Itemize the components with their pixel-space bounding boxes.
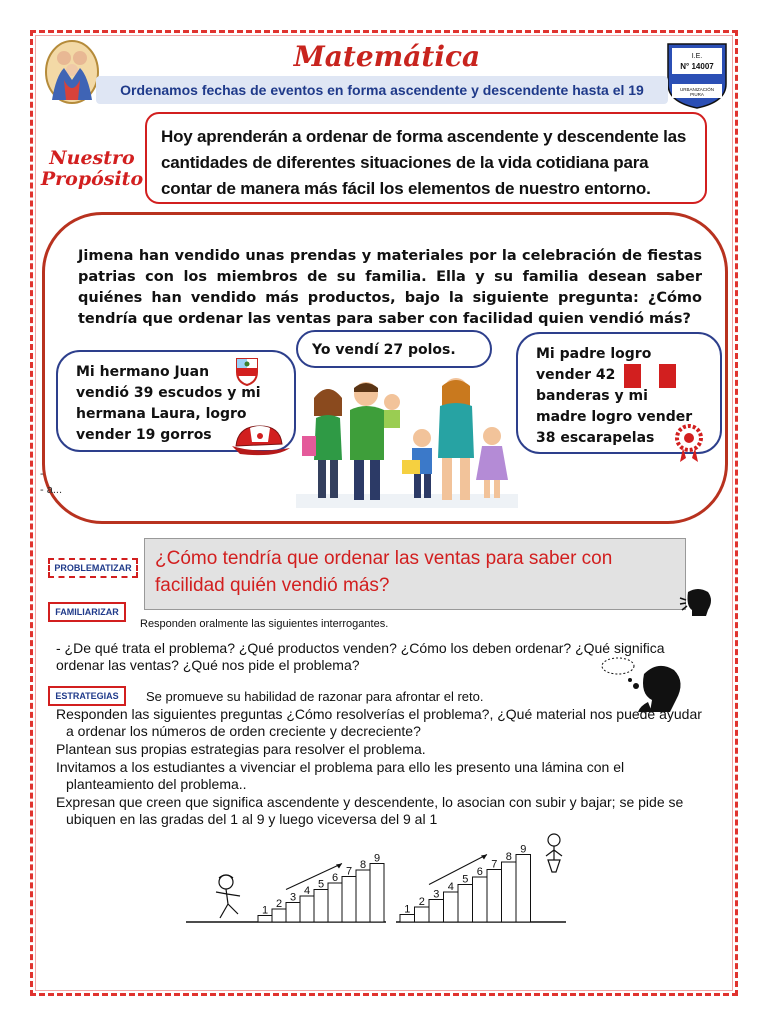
paragraph-line: planteamiento del problema.. [66,776,247,792]
bubble-line: vender 42 [536,367,616,383]
bubble-line: madre logro vender [536,409,693,425]
badge-text-number: N° 14007 [680,62,714,71]
stair-step [516,855,531,923]
stair-number: 1 [404,903,411,916]
stair-number: 8 [505,851,512,863]
bubble-line: 38 escarapelas [536,430,655,446]
school-badge-logo [664,40,730,110]
subtitle-text: Ordenamos fechas de eventos en forma ascendente y descendente hasta el 19 [120,82,644,98]
estrategias-tag: ESTRATEGIAS [48,686,126,706]
stair-number: 9 [520,843,527,856]
paragraph-line: Expresan que creen que significa ascendente y descendente, lo asocian con subir y bajar; se pide se [56,794,684,810]
bubble-line: Mi padre logro [536,346,652,362]
bubble-line: vendió 39 escudos y mi [76,385,261,401]
cap-icon [228,420,292,460]
stairs-ascending-illustration [186,848,386,928]
estrategias-note: Se promueve su habilidad de razonar para afrontar el reto. [146,689,484,704]
paragraph-line: Responden las siguientes preguntas ¿Cómo resolverías el problema?, ¿Qué material nos puede ayudar [56,706,702,722]
stairs-descending-illustration [396,828,566,928]
stair-step [473,877,488,922]
stair-step [502,862,517,922]
familiarizar-questions: - ¿De qué trata el problema? ¿Qué productos venden? ¿Cómo los deben ordenar? ¿Qué significa ordenar las ventas? ¿Qué nos pide el problema? [56,640,665,673]
family-illustration [296,376,518,516]
escarapela-icon [674,424,704,464]
proposito-text: Hoy aprenderán a ordenar de forma ascendente y descendente las cantidades de diferentes situaciones de la vida cotidiana para contar de manera más fácil los elementos de nuestro entorno. [161,127,687,198]
stair-step [328,883,342,922]
badge-text-ie: I.E. [691,53,703,60]
stair-step [487,870,502,923]
familiarizar-tag: FAMILIARIZAR [48,602,126,622]
stair-step [286,903,300,923]
problem-question: ¿Cómo tendría que ordenar las ventas para saber con facilidad quién vendió más? [155,548,613,596]
stair-step [370,864,384,923]
story-text: Jimena han vendido unas prendas y materiales por la celebración de fiestas patrias con los miembros de su familia. Ella y su familia desean saber quiénes han vendido más productos, bajo la siguiente pregunta: ¿Cómo tendría que ordenar las ventas para saber con facilidad quien vendió más? [78,248,702,327]
badge-text-urb: URBANIZACIÓN [679,87,715,92]
bubble-line: Yo vendí 27 polos. [312,342,456,358]
proposito-label-line1: Nuestro [49,147,135,169]
bubble-line: vender 19 gorros [76,427,212,443]
paragraph-line: Invitamos a los estudiantes a vivenciar el problema para ello les presento una lámina con el [56,759,625,775]
stair-number: 7 [491,858,498,871]
stair-number: 5 [462,873,469,886]
stair-step [314,890,328,923]
religious-figure-logo [44,36,100,104]
bubble-line: hermana Laura, logro [76,406,247,422]
stair-number: 3 [433,888,440,901]
stair-number: 4 [303,885,311,897]
proposito-box [145,112,707,204]
estrategias-paragraph-2 [56,741,716,758]
stair-step [300,896,314,922]
stair-number: 3 [289,891,297,904]
stair-number: 1 [261,904,269,917]
stair-step [400,915,415,923]
stair-number: 2 [418,896,425,908]
problematizar-tag: PROBLEMATIZAR [48,558,138,578]
page-title: Matemática [293,40,481,73]
estrategias-paragraph-1 [56,706,716,740]
estrategias-paragraph-3 [56,759,716,793]
stair-number: 7 [345,865,353,878]
stair-number: 6 [331,872,339,884]
bubble-line: Mi hermano Juan [76,364,210,380]
stair-step [429,900,444,923]
stair-number: 4 [447,881,454,893]
stair-step [458,885,473,923]
estrategias-paragraph-4 [56,794,716,828]
standing-kid-icon [546,834,562,872]
speaking-head-icon [678,586,714,616]
stair-number: 2 [275,898,283,910]
stair-number: 5 [317,878,325,891]
subtitle-bar [96,76,668,104]
speech-bubble-jimena [296,330,492,368]
side-mark: - [40,468,44,480]
stair-step [356,870,370,922]
peru-flag-icon [624,364,676,388]
stair-step [272,909,286,922]
paragraph-line: ubiquen en las gradas del 1 al 9 y luego viceversa del 9 al 1 [66,811,438,827]
side-marks [40,466,62,498]
stair-step [415,907,430,922]
paragraph-line: a ordenar los números de orden creciente y decreciente? [66,723,421,739]
badge-text-city: PIURA [690,92,704,97]
stair-number: 9 [373,852,381,865]
stair-number: 8 [359,859,367,871]
paragraph-line: Plantean sus propias estrategias para resolver el problema. [56,741,426,757]
stair-step [444,892,459,922]
familiarizar-note: Responden oralmente las siguientes interrogantes. [140,618,389,630]
bubble-line: banderas y mi [536,388,648,404]
proposito-label-line2: Propósito [40,168,144,190]
problem-question-box [144,538,686,610]
side-mark: - a... [40,484,63,496]
climbing-kid-icon [216,875,240,918]
stair-step [342,877,356,923]
proposito-label [40,148,144,190]
peru-shield-icon [234,356,260,386]
stair-number: 6 [476,866,483,878]
